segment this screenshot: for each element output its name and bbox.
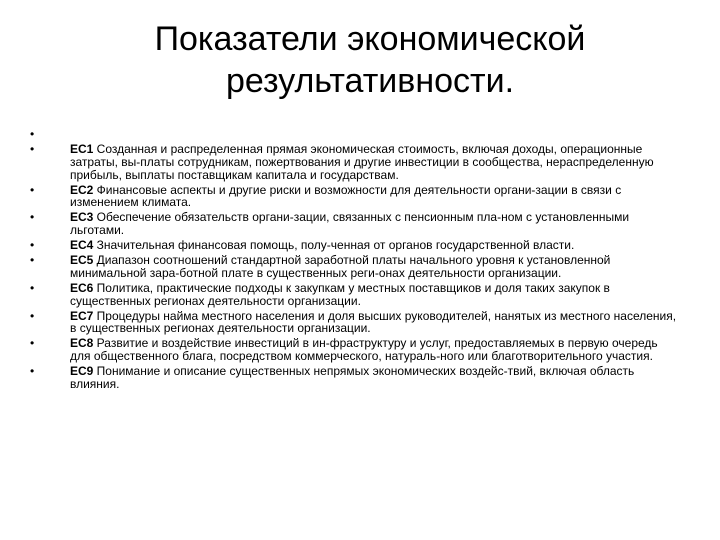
indicator-code: ЕС9 xyxy=(70,364,94,379)
indicator-text: Созданная и распределенная прямая экономическая стоимость, включая доходы, операционные затраты, вы-платы сотрудникам, пожертвования и другие инвестиции в сообщества, нераспределенную прибыль, выплаты поставщикам капитала и государствам. xyxy=(70,141,654,182)
slide-title-line-1: Показатели экономической xyxy=(154,20,586,58)
list-item-ec3 xyxy=(30,211,680,237)
indicator-text: Значительная финансовая помощь, полу-ченная от органов государственной власти. xyxy=(93,238,575,253)
list-item-empty xyxy=(30,128,680,141)
bullet-icon: • xyxy=(30,210,35,225)
indicator-list xyxy=(30,128,680,393)
list-item-ec2 xyxy=(30,184,680,210)
indicator-code: ЕС6 xyxy=(70,280,94,295)
bullet-icon: • xyxy=(30,182,35,197)
indicator-code: ЕС1 xyxy=(70,141,94,156)
indicator-code: ЕС5 xyxy=(70,253,94,268)
indicator-code: ЕС8 xyxy=(70,336,94,351)
indicator-text: Развитие и воздействие инвестиций в ин-фраструктуру и услуг, предоставляемых в первую очередь для общественного блага, посредством коммерческого, натураль-ного или благотворительного участия. xyxy=(70,336,658,364)
indicator-text: Обеспечение обязательств органи-зации, связанных с пенсионным пла-ном с установленными льготами. xyxy=(70,210,630,238)
bullet-icon: • xyxy=(30,127,35,141)
indicator-text: Финансовые аспекты и другие риски и возможности для деятельности органи-зации в связи с изменением климата. xyxy=(70,182,622,210)
indicator-text: Диапазон соотношений стандартной заработной платы начального уровня к установленной минимальной зара-ботной плате в существенных реги-онах деятельности организации. xyxy=(70,253,611,280)
bullet-icon: • xyxy=(30,364,35,379)
bullet-icon: • xyxy=(30,280,35,295)
list-item-ec5 xyxy=(30,254,680,280)
list-item-ec7 xyxy=(30,310,680,336)
indicator-text: Политика, практические подходы к закупкам у местных поставщиков и доля таких закупок в существенных регионах деятельности организации. xyxy=(70,280,610,308)
indicator-code: ЕС2 xyxy=(70,182,94,197)
list-item-ec6 xyxy=(30,282,680,308)
list-item-ec9 xyxy=(30,365,680,391)
list-item-ec8 xyxy=(30,337,680,363)
list-item-ec1 xyxy=(30,143,680,181)
bullet-icon: • xyxy=(30,336,35,351)
bullet-icon: • xyxy=(30,141,35,156)
list-item-ec4 xyxy=(30,239,680,252)
indicator-code: ЕС4 xyxy=(70,238,94,253)
bullet-icon: • xyxy=(30,308,35,323)
bullet-icon: • xyxy=(30,238,35,253)
indicator-code: ЕС7 xyxy=(70,308,94,323)
indicator-text: Понимание и описание существенных непрямых экономических воздейс-твий, включая область влияния. xyxy=(70,364,635,392)
slide-title xyxy=(100,18,640,102)
bullet-icon: • xyxy=(30,253,35,268)
indicator-text: Процедуры найма местного населения и доля высших руководителей, нанятых из местного населения, в существенных регионах деятельности организации. xyxy=(70,308,677,336)
slide-title-line-2: результативности. xyxy=(225,62,515,100)
indicator-code: ЕС3 xyxy=(70,210,94,225)
